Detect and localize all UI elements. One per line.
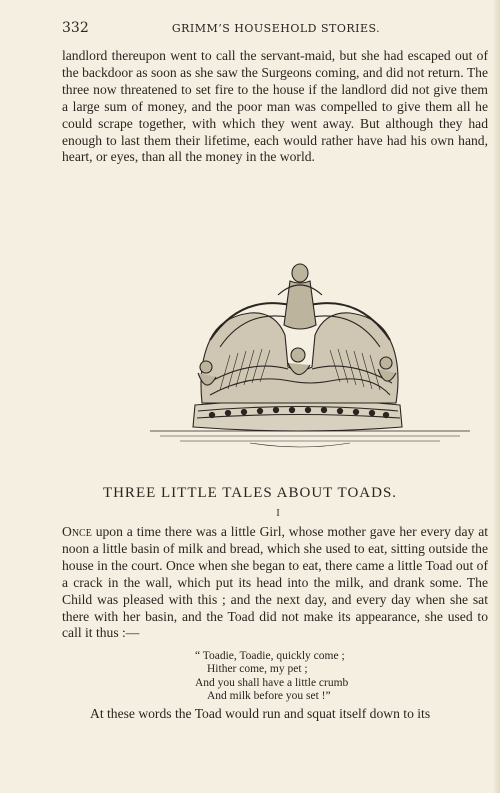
verse-line: Hither come, my pet ; (207, 663, 308, 676)
crown-engraving-icon (150, 255, 470, 455)
section-numeral: I (276, 508, 280, 519)
verse-line: And milk before you set !” (207, 690, 331, 703)
paragraph-tale-opening-text: upon a time there was a little Girl, whose mother gave her every day at noon a little basin of milk and bread, which she used to eat, sitting outside the house in the court. Once when she began to eat, there came a little Toad out of a crack in the wall, which put its head into the milk, and drank some. The Child was pleased with this ; and the next day, and every day when she sat there with her basin, and the Toad did not make its appearance, she used to call it thus :— (62, 524, 488, 641)
verse-line: And you shall have a little crumb (195, 676, 349, 689)
paragraph-tale-opening (62, 524, 488, 642)
page-header (62, 20, 490, 40)
verse-line: “ Toadie, Toadie, quickly come ; (195, 650, 345, 662)
paragraph-continuation: At these words the Toad would run and squat itself down to its (90, 706, 431, 721)
page-number: 332 (62, 20, 89, 36)
paragraph-story-ending: landlord thereupon went to call the servant-maid, but she had escaped out of the backdoor as soon as she saw the Surgeons coming, and did not return. The three now threatened to set fire to the house if the landlord did not give them a large sum of money, and the poor man was compelled to give them all he could scrape together, with which they went away. But although they had enough to last them their lifetime, each would rather have had his own hand, heart, or eyes, than all the money in the world. (62, 48, 488, 165)
page-edge (494, 0, 500, 793)
crown-illustration (150, 255, 470, 455)
drop-word: Once (62, 524, 92, 539)
tale-title: THREE LITTLE TALES ABOUT TOADS. (102, 485, 398, 501)
running-title: GRIMM’S HOUSEHOLD STORIES. (171, 22, 381, 35)
verse-block (195, 650, 348, 704)
